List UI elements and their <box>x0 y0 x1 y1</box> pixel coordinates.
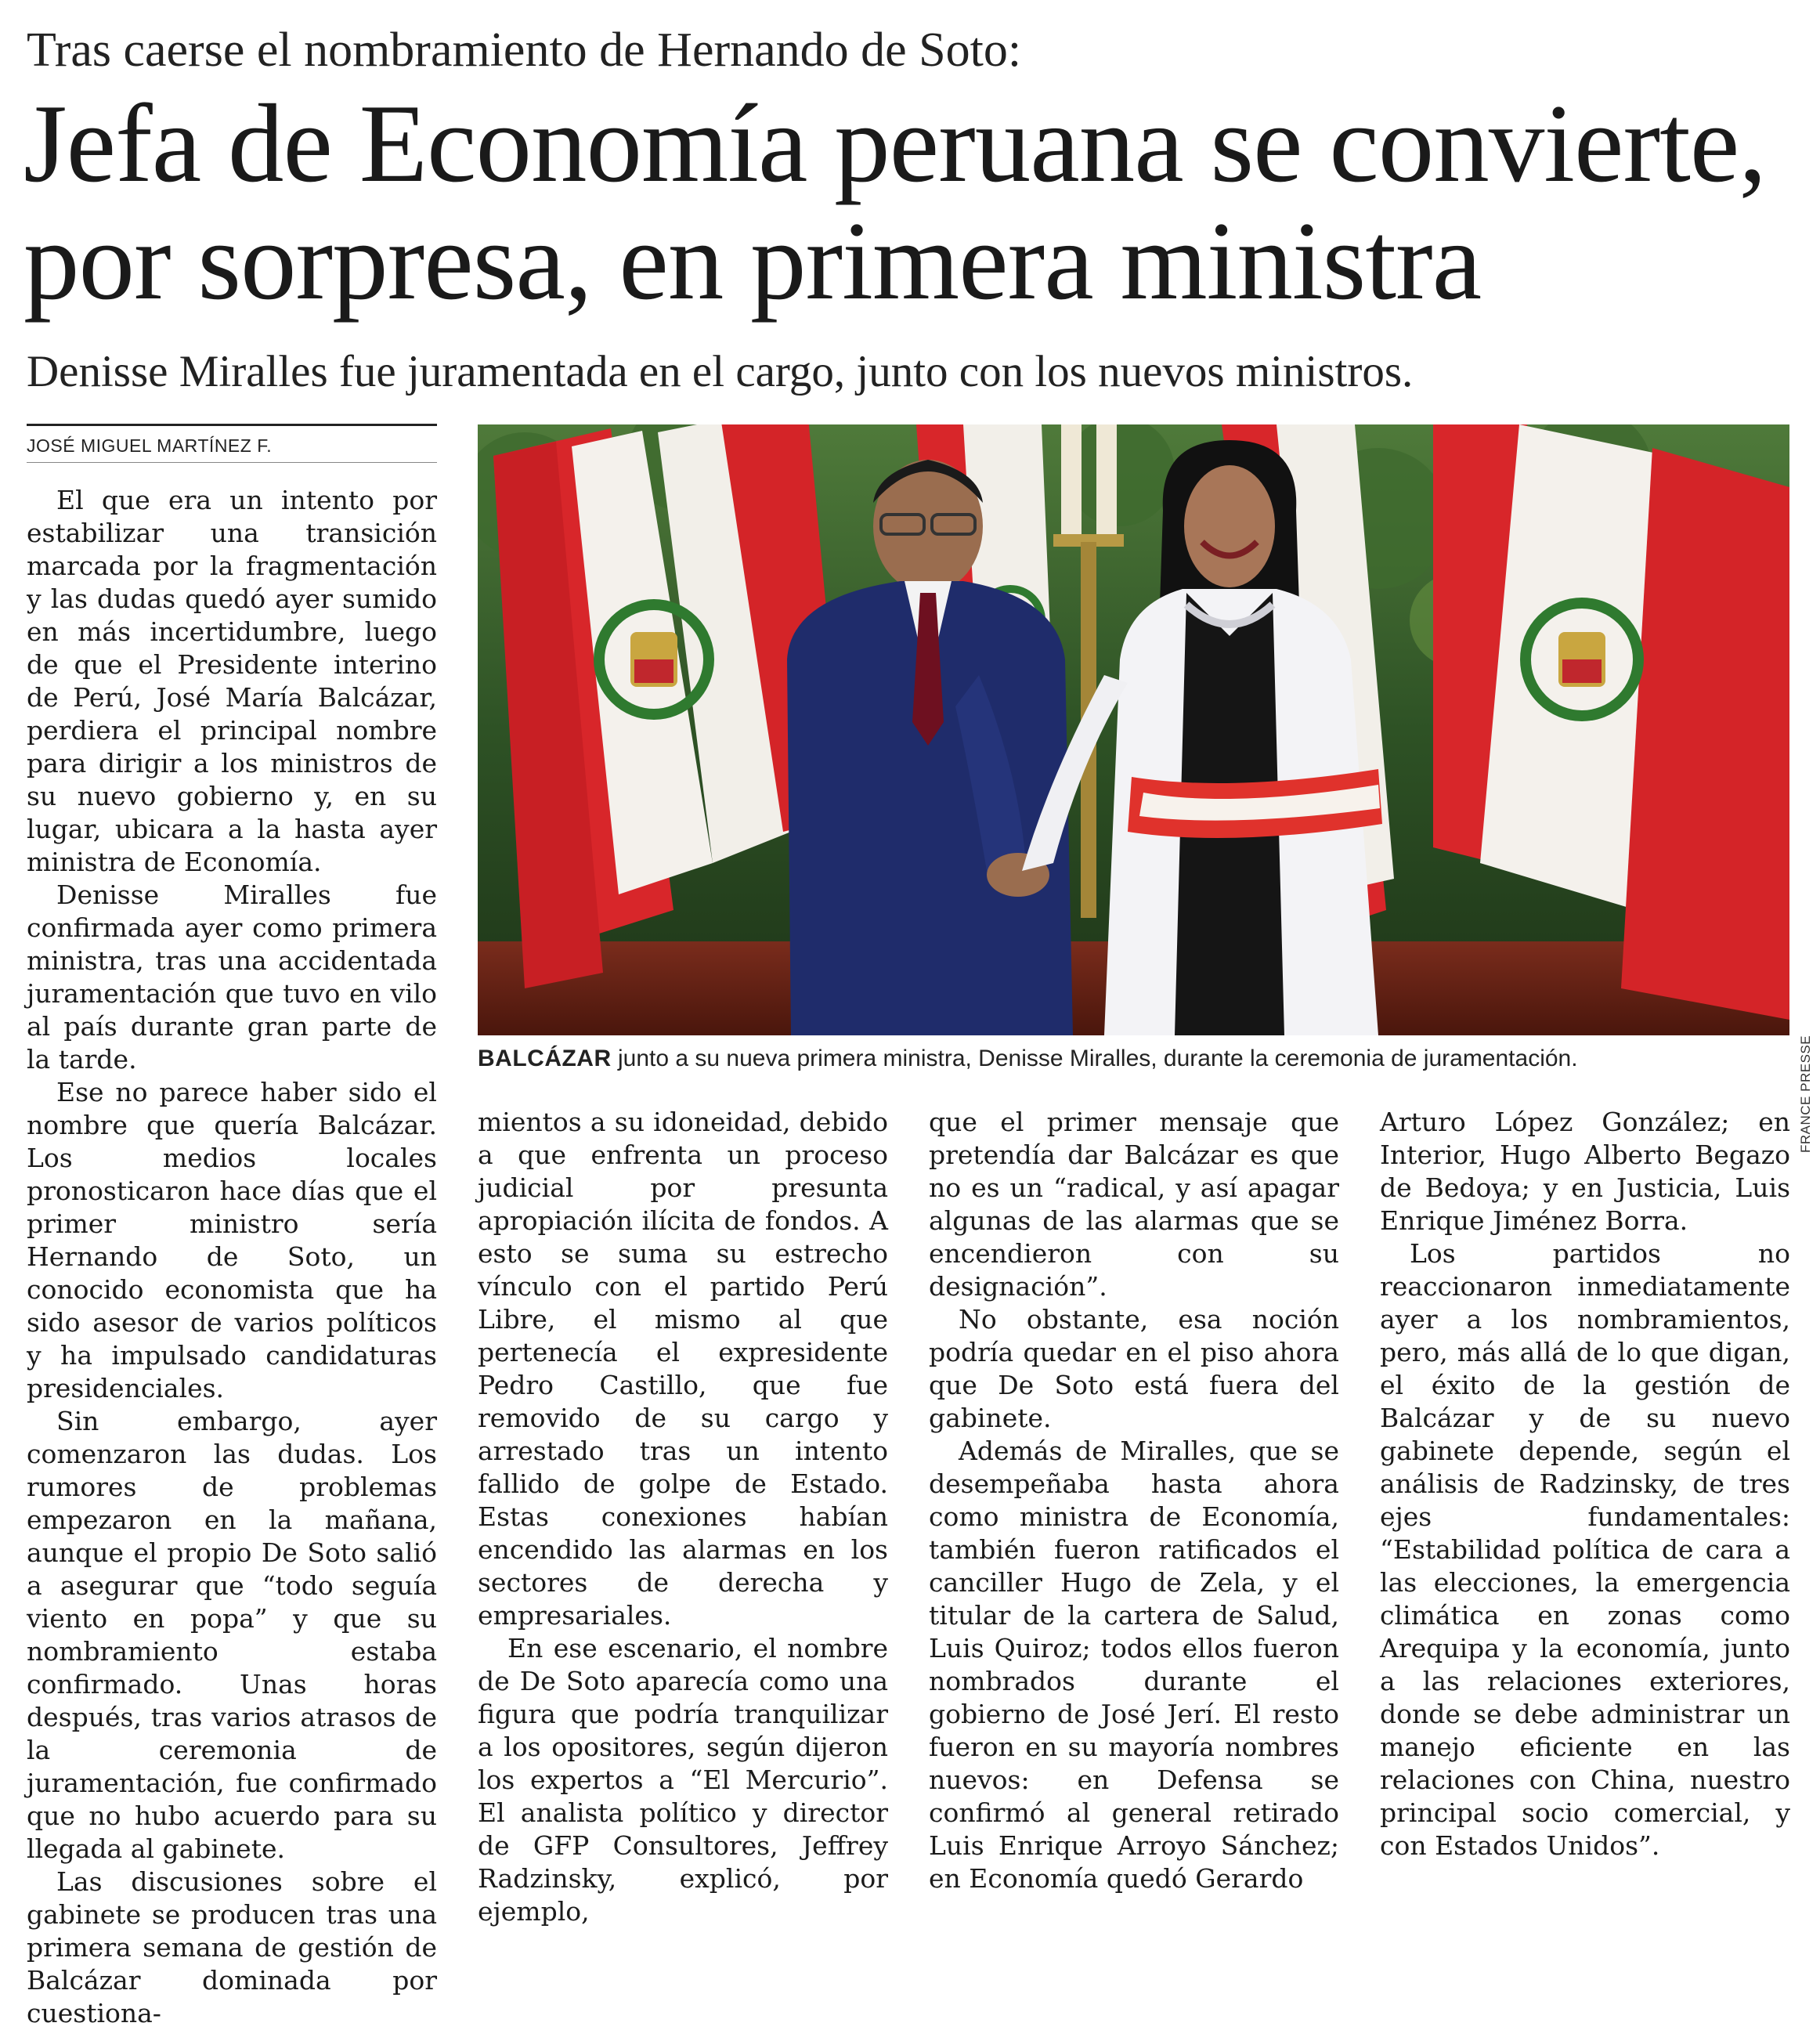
body-paragraph: Los partidos no reaccionaron inmediatamente ayer a los nombramientos, pero, más allá de lo que digan, el éxito de la gestión de Balcázar y de su nuevo gabinete depende, según el análisis de Radzinsky, de tres ejes fundamentales: “Estabilidad política de cara a las elecciones, la emergencia climática en zonas como Arequipa y la economía, junto a las relaciones exteriores, donde se debe administrar un manejo eficiente en las relaciones con China, nuestro principal socio comercial, y con Estados Unidos”. <box>1380 1238 1790 1861</box>
headline-line-1: Jefa de Economía peruana se convierte, <box>23 81 1767 205</box>
body-paragraph: Sin embargo, ayer comenzaron las dudas. Los rumores de problemas empezaron en la mañana, aunque el propio De Soto salió a asegurar que “todo seguía viento en popa” y que su nombramiento estaba confirmado. Unas horas después, tras varios atrasos de la ceremonia de juramentación, fue confirmado que no hubo acuerdo para su llegada al gabinete. <box>27 1406 437 1864</box>
headline-line-2: por sorpresa, en primera ministra <box>23 199 1482 323</box>
body-paragraph: mientos a su idoneidad, debido a que enfrenta un proceso judicial por presunta apropiación ilícita de fondos. A esto se suma su estrecho vínculo con el partido Perú Libre, el mismo al que pertenecía el expresidente Pedro Castillo, que fue removido de su cargo y arrestado tras un intento fallido de golpe de Estado. Estas conexiones habían encendido las alarmas en los sectores de derecha y empresariales. <box>478 1107 888 1631</box>
caption-lead: BALCÁZAR <box>478 1046 612 1071</box>
body-paragraph: El que era un intento por estabilizar una transición marcada por la fragmentación y las dudas quedó ayer sumido en más incertidumbre, luego de que el Presidente interino de Perú, José María Balcázar, perdiera el principal nombre para dirigir a los ministros de su nuevo gobierno y, en su lugar, ubicara a la hasta ayer ministra de Economía. <box>27 485 437 877</box>
article-byline: JOSÉ MIGUEL MARTÍNEZ F. <box>27 435 273 456</box>
article-deck: Denisse Miralles fue juramentada en el cargo, junto con los nuevos ministros. <box>27 347 1414 396</box>
article-column-1 <box>27 484 437 2030</box>
article-kicker: Tras caerse el nombramiento de Hernando de Soto: <box>27 23 1022 77</box>
article-column-4 <box>1380 1106 1790 1862</box>
article-column-2 <box>478 1106 888 1928</box>
body-paragraph: Las discusiones sobre el gabinete se producen tras una primera semana de gestión de Balcázar dominada por cuestiona- <box>27 1866 437 2028</box>
body-paragraph: Además de Miralles, que se desempeñaba hasta ahora como ministra de Economía, también fueron ratificados el canciller Hugo de Zela, y el titular de la cartera de Salud, Luis Quiroz; todos ellos fueron nombrados durante el gobierno de José Jerí. El resto fueron en su mayoría nombres nuevos: en Defensa se confirmó al general retirado Luis Enrique Arroyo Sánchez; en Economía quedó Gerardo <box>929 1436 1339 1894</box>
body-paragraph: Arturo López González; en Interior, Hugo Alberto Begazo de Bedoya; y en Justicia, Luis Enrique Jiménez Borra. <box>1380 1107 1790 1236</box>
body-paragraph: Denisse Miralles fue confirmada ayer como primera ministra, tras una accidentada juramentación que tuvo en vilo al país durante gran parte de la tarde. <box>27 880 437 1075</box>
body-paragraph: que el primer mensaje que pretendía dar Balcázar es que no es un “radical, y así apagar algunas de las alarmas que se encendieron con su designación”. <box>929 1107 1339 1302</box>
ceremony-photo-illustration <box>478 424 1789 1035</box>
caption-text: junto a su nueva primera ministra, Denisse Miralles, durante la ceremonia de juramentación. <box>611 1046 1578 1071</box>
article-photo <box>478 424 1789 1035</box>
article-headline <box>23 81 1801 323</box>
body-paragraph: En ese escenario, el nombre de De Soto aparecía como una figura que podría tranquilizar a los opositores, según dijeron los expertos a “El Mercurio”. El analista político y director de GFP Consultores, Jeffrey Radzinsky, explicó, por ejemplo, <box>478 1633 888 1927</box>
photo-credit-text: FRANCE PRESSE <box>1798 1035 1813 1153</box>
body-paragraph: Ese no parece haber sido el nombre que quería Balcázar. Los medios locales pronosticaron hace días que el primer ministro sería Hernando de Soto, un conocido economista que ha sido asesor de varios políticos y ha impulsado candidaturas presidenciales. <box>27 1077 437 1403</box>
article-column-3 <box>929 1106 1339 1895</box>
byline-rule-top <box>27 424 437 426</box>
photo-credit <box>1793 1035 1817 1153</box>
photo-caption <box>478 1042 1789 1076</box>
body-paragraph: No obstante, esa noción podría quedar en el piso ahora que De Soto está fuera del gabinete. <box>929 1304 1339 1433</box>
byline-rule-bottom <box>27 462 437 463</box>
